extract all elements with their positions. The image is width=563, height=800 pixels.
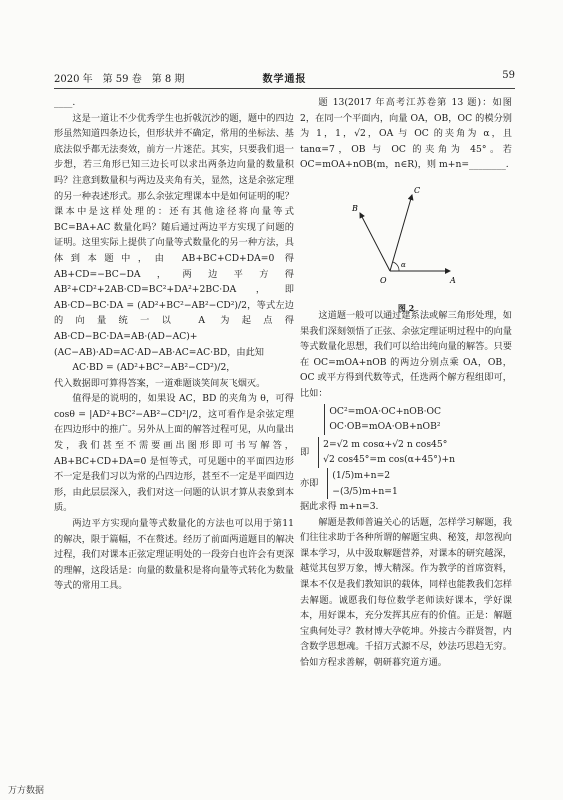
equation: √2 cos45°=m cos(α+45°)+n bbox=[323, 454, 456, 466]
system-prefix: 即 bbox=[300, 446, 310, 458]
problem-statement: 题 13(2017 年高考江苏卷第 13 题)：如图 2，在同一个平面内，向量 OA，OB，OC 的模分别为 1，1，√2，OA 与 OC 的夹角为 α，且 tanα=7，OB 与 OC 的夹角为 45°。若 OC=mOA+nOB(m，n∈R)，则 m+n=________. bbox=[300, 97, 512, 171]
vector-OB bbox=[360, 213, 390, 271]
vector-OC bbox=[390, 195, 412, 271]
paragraph: 这是一道让不少优秀学生也折戟沉沙的题，题中的四边形虽然知道四条边长，但形状并不确定，常用的坐标法、基底法似乎都无法奏效，前方一片迷茫。其实，只要我们退一步想，若三角形已知三边长可以求出两条边向量的数量积吗？注意到数量积与两边及夹角有关，显然，这是余弦定理的另一种表述形式。那么余弦定理课本中是如何证明的呢？课本中是这样处理的：还有其他途径将向量等式 BC=BA+AC 数量化吗？随后通过两边平方实现了问题的证明。这里实际上提供了向量等式数量化的另一种方法，具体到本题中，由 AB+BC+CD+DA=0 得 AB+CD=−BC−DA，两边平方得 AB²+CD²+2AB·CD=BC²+DA²+2BC·DA，即 AB·CD−BC·DA = (AD²+BC²−AB²−CD²)/2，等式左边的向量统一以 A 为起点得 AB·CD−BC·DA=AB·(AD−AC)+(AC−AB)·AD=AC·AD−AB·AC=AC·BD，由此知 bbox=[54, 112, 294, 358]
label-alpha: α bbox=[401, 260, 406, 269]
label-C: C bbox=[414, 185, 421, 195]
watermark-footer: 万方数据 bbox=[8, 786, 45, 796]
page-number: 59 bbox=[502, 70, 515, 81]
paragraph: ____. bbox=[54, 97, 76, 108]
left-column bbox=[54, 95, 294, 594]
figure-caption: 图 2 bbox=[397, 302, 415, 313]
header-rule bbox=[54, 88, 515, 89]
paragraph: 两边平方实现向量等式数量化的方法也可以用于第11的解决，限于篇幅，不在赘述。经历了前面两道题目的解决过程，我们对课本正弦定理证明处的一段旁白也许会有更深的理解，这段话是：向量的数量积是将向量等式转化为数量等式的常用工具。 bbox=[54, 518, 294, 592]
right-column bbox=[300, 95, 512, 671]
paragraph: 值得是的说明的，如果设 AC，BD 的夹角为 θ，可得 cosθ = |AD²+BC²−AB²−CD²|/2，这可看作是余弦定理在四边形中的推广。另外从上面的解答过程可见，从向量出发，我们甚至不需要画出图形即可书写解答，AB+BC+CD+DA=0 是恒等式，可见题中的平面四边形不一定是我们习以为常的凸四边形，甚至不一定是平面四边形，由此层层深入，我们对这一问题的认识才算从表象到本质。 bbox=[54, 393, 294, 514]
vector-diagram bbox=[300, 173, 512, 295]
paragraph: 解题是教师普遍关心的话题，怎样学习解题，我们往往求助于各种所谓的解题宝典、秘笈，却忽视向课本学习，从中汲取解题营养，对课本的研究越深，越觉其包罗万象，博大精深。作为教学的首席资料，课本不仅是我们教知识的载体，同样也能教我们怎样去解题。诚愿我们每位数学老师读好课本，学好课本，用好课本，充分发挥其应有的价值。正是：解题宝典何处寻？教材博大孕乾坤。外接古今群贤智，内含数学思想魂。千招万式源不尽，妙法巧思趋无穷。恰如方程求善解，朝研暮究道方通。 bbox=[300, 516, 512, 669]
label-B: B bbox=[352, 203, 358, 213]
page-header bbox=[54, 70, 515, 86]
equation: 2=√2 m cosα+√2 n cos45° bbox=[323, 438, 448, 450]
formula: AC·BD = (AD²+BC²−AB²−CD²)/2， bbox=[72, 362, 236, 374]
journal-title: 数学通报 bbox=[262, 74, 307, 85]
equation-system-1 bbox=[300, 404, 512, 435]
journal-issue: 2020 年 第 59 卷 第 8 期 bbox=[54, 74, 185, 85]
equation-system-2 bbox=[300, 437, 512, 468]
result: 据此求得 m+n=3. bbox=[300, 501, 379, 513]
equation: (1/5)m+n=2 bbox=[332, 469, 391, 481]
figure-2 bbox=[300, 173, 512, 313]
equation-system-3 bbox=[300, 468, 512, 499]
equation: OC²=mOA·OC+nOB·OC bbox=[329, 405, 442, 417]
system-prefix: 亦即 bbox=[300, 478, 319, 489]
equation: −(3/5)m+n=1 bbox=[332, 485, 398, 497]
label-O: O bbox=[380, 275, 387, 285]
paragraph: 这道题一般可以通过建系法或解三角形处理，如果我们深刻领悟了正弦、余弦定理证明过程中的向量等式数量化思想，我们可以给出纯向量的解答。只要在 OC=mOA+nOB 的两边分别点乘 OA，OB，OC 或平方得到代数等式，任选两个解方程组即可，比如： bbox=[300, 309, 512, 399]
equation: OC·OB=mOA·OB+nOB² bbox=[329, 421, 441, 433]
angle-arc bbox=[393, 262, 399, 271]
paragraph: 代入数据即可算得答案，一道难题谈笑间灰飞烟灭。 bbox=[54, 377, 266, 389]
label-A: A bbox=[450, 275, 456, 285]
